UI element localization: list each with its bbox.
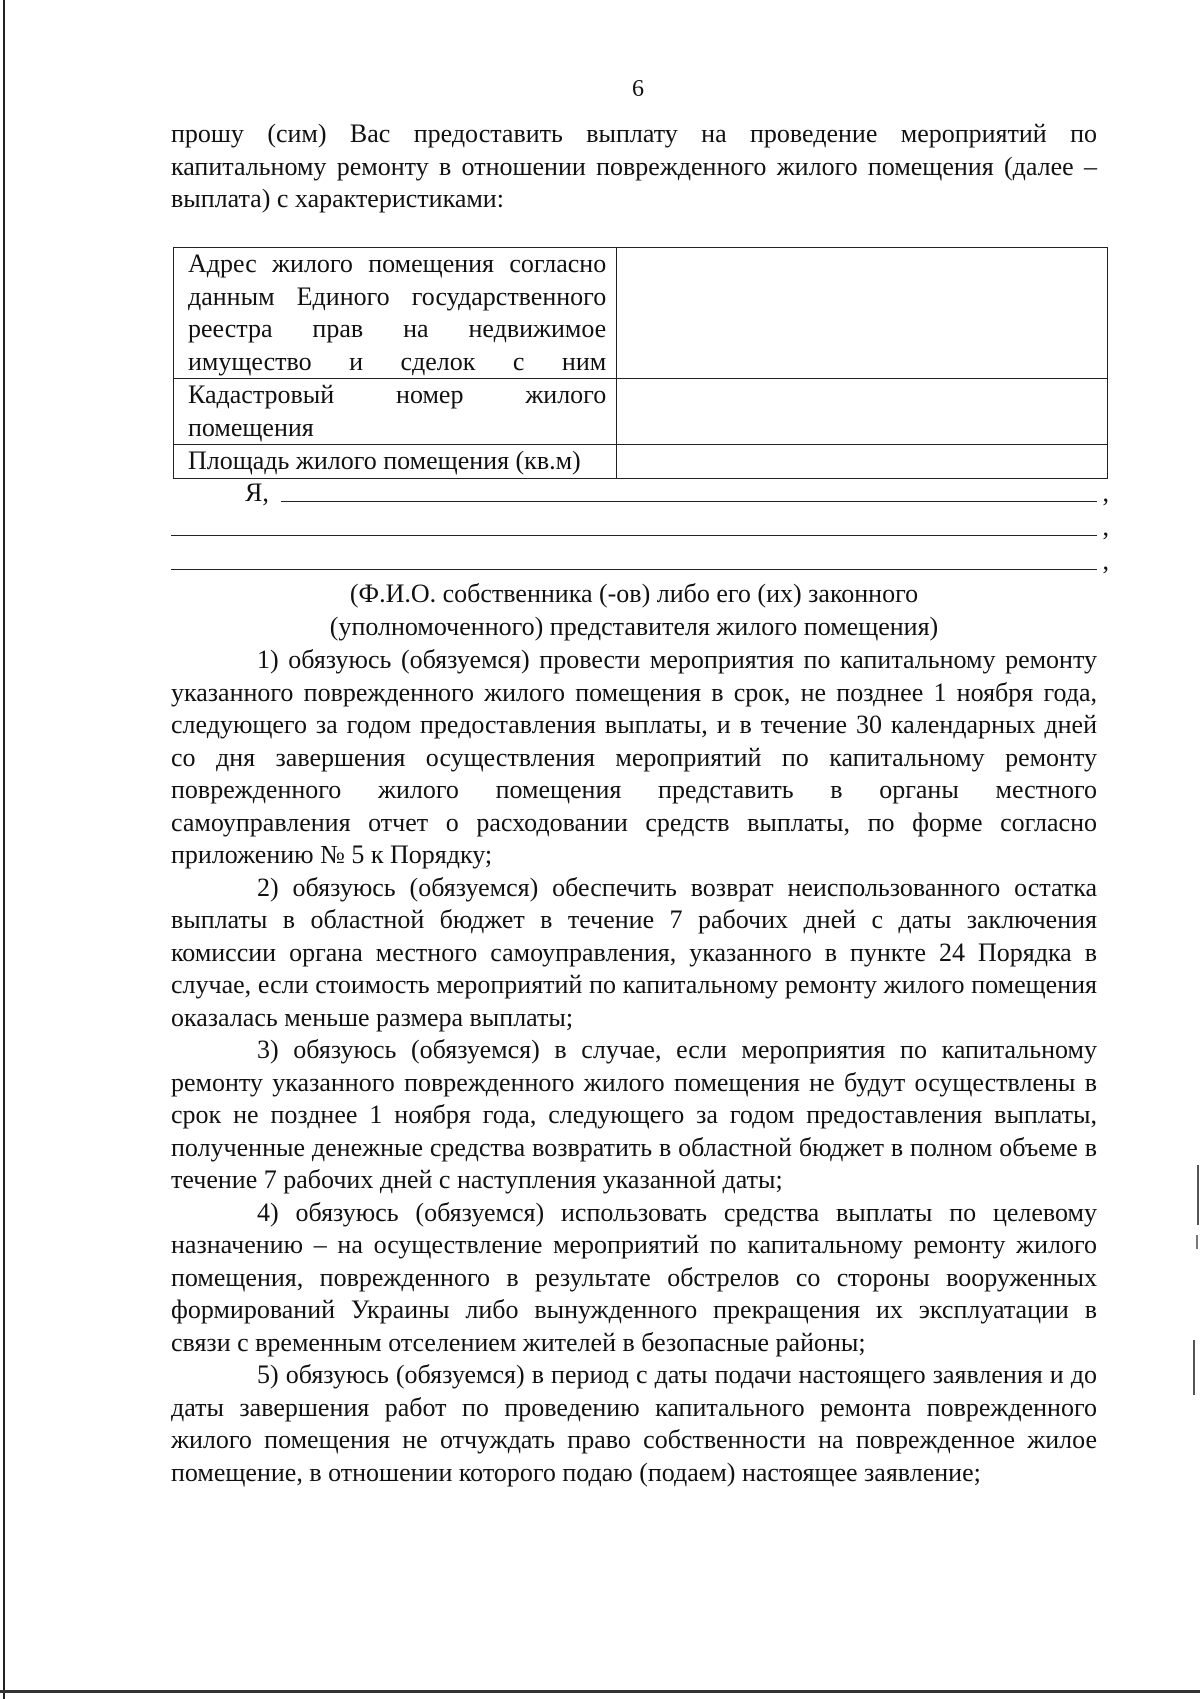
name-fill-in [171, 476, 1109, 578]
list-item: 5) обязуюсь (обязуемся) в период с даты подачи настоящего заявления и до даты завершения работ по проведению капитального ремонта поврежденного жилого помещения не отчуждать право собственности на поврежденное жилое помещение, в отношении которого подаю (подаем) настоящее заявление; [171, 1360, 1097, 1487]
table-label: Адрес жилого помещения согласно данным Единого государственного реестра прав на недвижимое имущество и сделок с ним [174, 248, 617, 379]
intro-paragraph [171, 118, 1097, 216]
scan-edge-left [3, 0, 5, 1699]
table-label: Кадастровый номер жилого помещения [174, 379, 617, 445]
table-value[interactable] [617, 379, 1108, 445]
fill-line-1 [171, 476, 1109, 510]
fill-rule[interactable] [171, 535, 1097, 536]
fill-prefix: Я, [245, 478, 269, 507]
name-caption [171, 578, 1097, 643]
intro-text: прошу (сим) Вас предоставить выплату на проведение мероприятий по капитальному ремонту в отношении поврежденного жилого помещения (далее – выплата) с характеристиками: [171, 119, 1097, 213]
table-row [174, 379, 1108, 445]
property-table [173, 247, 1108, 479]
scan-mark [1196, 1235, 1198, 1249]
table-value[interactable] [617, 445, 1108, 479]
fill-comma: , [1102, 512, 1109, 541]
fill-line-3 [171, 544, 1109, 578]
table-row [174, 445, 1108, 479]
fill-line-2 [171, 510, 1109, 544]
scan-edge-bottom [0, 1690, 1200, 1693]
table-row [174, 248, 1108, 379]
list-item: 1) обязуюсь (обязуемся) провести мероприятия по капитальному ремонту указанного поврежденного жилого помещения в срок, не позднее 1 ноября года, следующего за годом предоставления выплаты, и в течение 30 календарных дней со дня завершения осуществления мероприятий по капитальному ремонту поврежденного жилого помещения представить в органы местного самоуправления отчет о расходовании средств выплаты, по форме согласно приложению № 5 к Порядку; [171, 645, 1097, 869]
fill-comma: , [1102, 546, 1109, 575]
list-item: 4) обязуюсь (обязуемся) использовать средства выплаты по целевому назначению – на осуществление мероприятий по капитальному ремонту жилого помещения, поврежденного в результате обстрелов со стороны вооруженных формирований Украины либо вынужденного прекращения их эксплуатации в связи с временным отселением жителей в безопасные районы; [171, 1197, 1097, 1357]
scan-mark [1193, 1340, 1195, 1395]
fill-rule[interactable] [171, 569, 1097, 570]
fill-rule[interactable] [281, 501, 1097, 502]
caption-line: (Ф.И.О. собственника (-ов) либо его (их) законного [349, 579, 919, 608]
page-number: 6 [632, 76, 644, 102]
fill-comma: , [1102, 478, 1109, 507]
obligations-list [171, 644, 1097, 1489]
caption-line: (уполномоченного) представителя жилого помещения) [329, 611, 939, 641]
table-label: Площадь жилого помещения (кв.м) [174, 445, 617, 479]
table-value[interactable] [617, 248, 1108, 379]
list-item: 3) обязуюсь (обязуемся) в случае, если мероприятия по капитальному ремонту указанного поврежденного жилого помещения не будут осуществлены в срок не позднее 1 ноября года, следующего за годом предоставления выплаты, полученные денежные средства возвратить в областной бюджет в полном объеме в течение 7 рабочих дней с наступления указанной даты; [171, 1035, 1097, 1194]
list-item: 2) обязуюсь (обязуемся) обеспечить возврат неиспользованного остатка выплаты в областной бюджет в течение 7 рабочих дней с даты заключения комиссии органа местного самоуправления, указанного в пункте 24 Порядка в случае, если стоимость мероприятий по капитальному ремонту жилого помещения оказалась меньше размера выплаты; [171, 872, 1097, 1032]
scan-mark [1197, 1165, 1199, 1225]
